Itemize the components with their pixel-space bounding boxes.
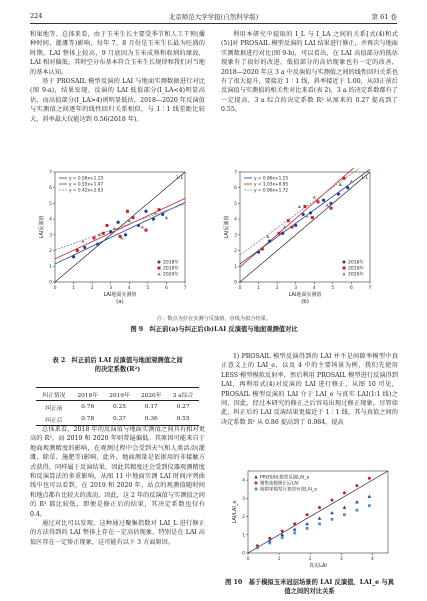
y-axis-label: LAI反演值 (224, 215, 230, 239)
legend-label: 2018年 (348, 260, 364, 266)
equation-label: y = 1.03x+0.95 (254, 182, 289, 188)
data-point (318, 517, 322, 520)
x-tick-label: 2 (275, 286, 279, 291)
x-tick-label: 3 (294, 286, 298, 291)
y-tick-label: 4 (234, 217, 237, 223)
table-cell: 0.55 (176, 416, 190, 422)
data-point (317, 200, 320, 203)
x-tick-label: 3 (109, 286, 113, 291)
data-point (306, 513, 309, 516)
figure-10-panel (232, 471, 388, 569)
paragraph: 通过对比可以发现，这种通过聚集指数对 LAI_L 进行修正的方法得到的 LAI 整体上存在一定高估现象，特别是在 LAI 高值区存在一定矫正现象，这可能有以下 3 方面原因。 (30, 520, 205, 546)
legend-marker (158, 267, 161, 270)
x-tick-label: 4 (127, 286, 131, 291)
paragraph: 和果地等、总体来看，由于玉米生长主要受季节和人工干预(播种时间、灌溉等)影响，每年 7、8 月份是玉米生长最为旺盛的时期，LAI 整体上较高，9 月底因为玉米成熟和收割的缘故，LAI 相对偏低，其时空分布基本符合玉米生长规律和我们对当地的基本认知。 (30, 31, 205, 76)
table-cell: 0.17 (144, 404, 158, 410)
data-point (102, 232, 105, 235)
legend-marker (255, 488, 258, 491)
data-point (355, 509, 358, 512)
x-tick-label: 6 (349, 286, 353, 291)
y-tick-label: 5 (234, 201, 237, 207)
table-2-caption-line: 表 2 纠正前后 LAI 反演值与地面观测值之间 (52, 357, 183, 364)
data-point (331, 518, 334, 521)
y-tick-label: 2 (242, 515, 245, 521)
fit-line (55, 204, 185, 250)
x-axis-label: LAI地面实测值 (103, 292, 137, 298)
data-point (330, 207, 333, 210)
data-point (132, 216, 135, 219)
x-tick-label: 7 (183, 286, 187, 291)
journal-title: 北京师范大学学报(自然科学版) (168, 13, 259, 21)
data-point (161, 213, 164, 216)
data-point (109, 230, 112, 233)
fit-line (55, 202, 185, 264)
legend-label: 2019年 (348, 266, 364, 272)
figure-10-caption-line: 值之间的对比关系 (284, 588, 335, 595)
legend-label: 聚集指数修正后LAI (260, 481, 299, 487)
data-point (281, 530, 284, 533)
paragraph: 利用本研究中提取的 I_L 与 I_LA 之间的关系[式(4)和式(5)]对 PROSAIL 模型反演的 LAI 结果进行修正，并再次与地面实测数据进行对比(图 9-b)，可以看出，在 LAI 高值部分的低估现象有了很好的改进，低值部分的高估现象也有一定的改善，2018—2020 年这 3 a 中反演值与实测值之间的线性回归关系也有了很大提升，要接近 1∶1 线，斜率接近于 1.00，从回正前后反演值与实测值的相关性对比来看(表 2)，3 a 的决定系数都有了一定提高，3 a 综合的决定系数 R² 从原来的 0.27 提高到了 0.55。 (221, 31, 398, 114)
data-point (355, 484, 358, 487)
x-tick-label: 2 (90, 286, 94, 291)
y-tick-label: 0 (49, 280, 52, 286)
x-tick-label: 4 (312, 286, 316, 291)
x-tick-label: 0 (238, 286, 242, 291)
y-tick-label: 6 (49, 186, 52, 192)
y-tick-label: 2 (234, 249, 237, 255)
data-point (346, 186, 349, 189)
y-tick-label: 7 (49, 170, 52, 176)
data-point (281, 536, 284, 539)
y-tick-label: 2 (49, 249, 52, 255)
legend-label: 2019年 (163, 266, 179, 272)
y-tick-label: 6 (234, 186, 237, 192)
paragraph: 总体来看，2018 年的反演值与地面实测值之间具有相对更高的 R²，而 2019 和 2020 年则普遍偏低。其原因可能来自于地面观测精度的影响，在观测过程中会受到天气和人类活动(灌溉、除草、施肥等)影响，此外，地面测量是依据用的非接触方式获得，同样属于反演结果，因此其精度还会受到仪器观测精度和反演算法的多重影响，从图 11 中地面实测 LAI 时间序列曲线中也可以看到，在 2019 和 2020 年，站点的观测值随时间和地点都有比较大的波动，因此，这 2 年的反演值与实测值之间的 R² 都比较低，即便是修正后的结果，其决定系数也仅有 0.4。 (30, 426, 205, 518)
left-column-bottom (30, 425, 205, 547)
data-point (119, 235, 122, 238)
data-point (343, 506, 347, 509)
fit-line (55, 198, 185, 259)
data-point (337, 192, 340, 195)
data-point (304, 205, 307, 208)
data-point (268, 542, 271, 545)
y-tick-label: 0 (234, 280, 237, 286)
y-tick-label: 1 (234, 264, 237, 270)
legend-marker (158, 261, 161, 264)
data-point (72, 255, 75, 258)
data-point (293, 522, 296, 525)
table-cell: 0.36 (144, 416, 158, 422)
data-point (291, 226, 294, 229)
y-tick-label: 5 (49, 201, 52, 207)
panel-label: (a) (116, 299, 124, 305)
data-point (331, 499, 334, 502)
figure-9a-panel (38, 170, 187, 306)
y-tick-label: 4 (242, 478, 245, 484)
table-cell: 0.37 (113, 416, 126, 422)
data-point (152, 218, 155, 221)
x-axis-label: 真实LAI (309, 563, 327, 569)
legend-label: 2018年 (163, 260, 179, 266)
data-point (350, 180, 354, 183)
data-point (306, 527, 309, 530)
legend-label: 2020年 (348, 272, 364, 278)
left-column-top (30, 30, 205, 124)
x-tick-label: 5 (331, 286, 335, 291)
legend-marker (157, 272, 161, 275)
legend-marker (255, 482, 258, 485)
equation-label: y = 0.86x+1.72 (254, 188, 289, 194)
table-header-row (36, 388, 199, 401)
data-point (293, 532, 296, 535)
table-row (36, 413, 199, 426)
x-tick-label: 6 (164, 286, 168, 291)
legend-marker (254, 475, 258, 478)
data-point (144, 210, 147, 213)
table-2-caption-line: 的决定系数(R²) (94, 366, 141, 373)
x-axis-label: LAI地面实测值 (288, 292, 322, 298)
figure-9-note: 注：数点为拉在实测与反演值，直线为拟合结果。 (156, 316, 272, 322)
legend-marker (343, 267, 346, 270)
figure-10 (226, 467, 399, 575)
y-tick-label: 0 (242, 551, 245, 557)
data-point (261, 248, 264, 251)
equation-label: y = 0.86x+1.15 (254, 176, 289, 182)
data-point (368, 495, 372, 498)
x-tick-label: 7 (368, 286, 372, 291)
data-point (309, 211, 312, 214)
y-tick-label: 3 (234, 233, 237, 239)
data-point (368, 504, 371, 507)
data-point (302, 213, 305, 216)
table-header-cell: 2020年 (140, 392, 162, 399)
figure-9-caption: 图 9 纠正前(a)与纠正后(b)LAI 反演值与地面观测值对比 (130, 326, 298, 333)
paragraph: 基于 PROSAIL 模型反演的 LAI 与地面实测数据进行对比(图 9-a)，结果发现，反演的 LAI 低值部分(I_LA<4)明显高估，而高值部分(I_LA>4)则明显低估，2018—2020 年反演值与实测值之间逐年的线性回归关系相似，与 1∶1 线差距比较大，斜率最大仅能达到 0.56(2018 年)。 (30, 78, 205, 123)
page-number: 224 (30, 12, 43, 20)
legend-label: PROSAIL模型反演LAI_e (260, 475, 310, 481)
x-tick-label: 3 (339, 557, 343, 562)
data-point (329, 202, 332, 205)
equation-label: y = 0.56x+1.15 (69, 176, 104, 182)
y-tick-label: 4 (49, 217, 52, 223)
x-tick-label: 0 (246, 557, 250, 562)
data-point (268, 240, 271, 243)
legend-label: 2020年 (163, 272, 179, 278)
figure-10-caption (221, 577, 398, 595)
equation-label: y = 0.55x+1.47 (69, 182, 104, 188)
one-to-one-label: 1:1 (175, 176, 183, 181)
data-point (256, 546, 259, 549)
data-point (281, 232, 284, 235)
data-point (83, 246, 86, 249)
data-point (137, 224, 140, 227)
data-point (257, 251, 260, 254)
data-point (96, 243, 99, 246)
x-tick-label: 0 (53, 286, 57, 291)
data-point (93, 237, 96, 240)
data-point (145, 229, 148, 232)
table-header-cell: 3 a综合 (172, 392, 194, 399)
data-point (325, 203, 329, 206)
table-cell: 0.25 (113, 404, 126, 410)
legend-marker (342, 272, 346, 275)
table-cell: 纠正后 (45, 417, 63, 424)
one-to-one-label: 1:1 (360, 176, 368, 181)
equation-label: y = 0.42x+2.03 (69, 188, 104, 194)
data-point (165, 216, 169, 219)
right-column-top (221, 30, 398, 115)
data-point (343, 491, 346, 494)
data-point (140, 225, 144, 228)
data-point (293, 528, 297, 531)
data-point (124, 233, 127, 236)
data-point (312, 195, 316, 198)
y-axis-label: LAI反演值 (39, 215, 45, 239)
data-point (330, 511, 334, 514)
paragraph: 1) PROSAIL 模型反演得到的 LAI 并不是间隙率模型中真正意义上的 LAI_e，以及 4 中的主要场景为例，我们先使用 LESS 模型模拟反射率，然后利用 PROSAIL 模型进行反演得到 LAI，再利用式(4)对反演的 LAI 进行修正，从图 10 可见，PROSAIL 模型反演的 LAI 介于 LAI_e 与真实 LAI(1∶1 线)之间，因此，经过本研究的修正之后容易出现过修正现象，尽管如此，纠正后的 LAI 反演结果更接近于 1∶1 线，其与真值之间的决定系数 R² 从 0.86 提高到了 0.984，提高 (221, 353, 398, 426)
legend-label: 间隙率模型计算的有效LAI_e (260, 487, 318, 493)
y-tick-label: 3 (49, 233, 52, 239)
data-point (298, 205, 302, 208)
data-point (278, 232, 281, 235)
data-point (368, 477, 371, 480)
data-point (294, 224, 297, 227)
data-point (318, 522, 321, 525)
y-axis-label: LAI/LAI_e (232, 500, 238, 524)
data-point (81, 239, 85, 242)
data-point (266, 235, 270, 238)
table-header-cell: 2019年 (109, 392, 130, 399)
table-header-cell: 2018年 (77, 392, 98, 399)
legend-marker (343, 261, 346, 264)
data-point (117, 221, 120, 224)
x-tick-label: 5 (146, 286, 150, 291)
table-cell: 0.76 (81, 404, 95, 410)
data-point (268, 537, 271, 540)
table-2-caption (30, 355, 205, 373)
figure-9 (30, 168, 398, 313)
table-cell: 0.27 (176, 404, 190, 410)
data-point (355, 500, 359, 503)
data-point (287, 219, 290, 222)
table-cell: 0.78 (81, 416, 95, 422)
running-header (30, 12, 397, 24)
data-point (305, 522, 309, 525)
table-header-cell: 纠正情况 (42, 392, 66, 399)
data-point (106, 224, 109, 227)
x-tick-label: 4 (371, 557, 374, 562)
y-tick-label: 3 (242, 496, 245, 502)
panel-label: (b) (301, 299, 309, 305)
x-tick-label: 1 (72, 286, 76, 291)
table-2 (36, 387, 199, 426)
figure-10-caption-line: 图 10 基于模拟玉米冠层场景的 LAI 反演值、LAI_e 与真 (225, 579, 394, 586)
x-tick-label: 1 (277, 557, 281, 562)
data-point (311, 216, 314, 219)
volume-label: 第 61 卷 (371, 13, 397, 21)
figure-9b-panel (223, 168, 372, 305)
y-tick-label: 7 (234, 170, 237, 176)
data-point (343, 513, 346, 516)
x-tick-label: 1 (257, 286, 261, 291)
data-point (322, 199, 325, 202)
data-point (343, 177, 346, 180)
table-row (36, 401, 199, 414)
data-point (158, 208, 161, 211)
data-point (76, 249, 79, 252)
table-cell: 纠正前 (45, 405, 63, 412)
x-tick-label: 2 (308, 557, 312, 562)
data-point (126, 210, 129, 213)
y-tick-label: 1 (49, 264, 52, 270)
data-point (318, 506, 321, 509)
right-column-bottom (221, 352, 398, 427)
y-tick-label: 1 (242, 533, 245, 539)
